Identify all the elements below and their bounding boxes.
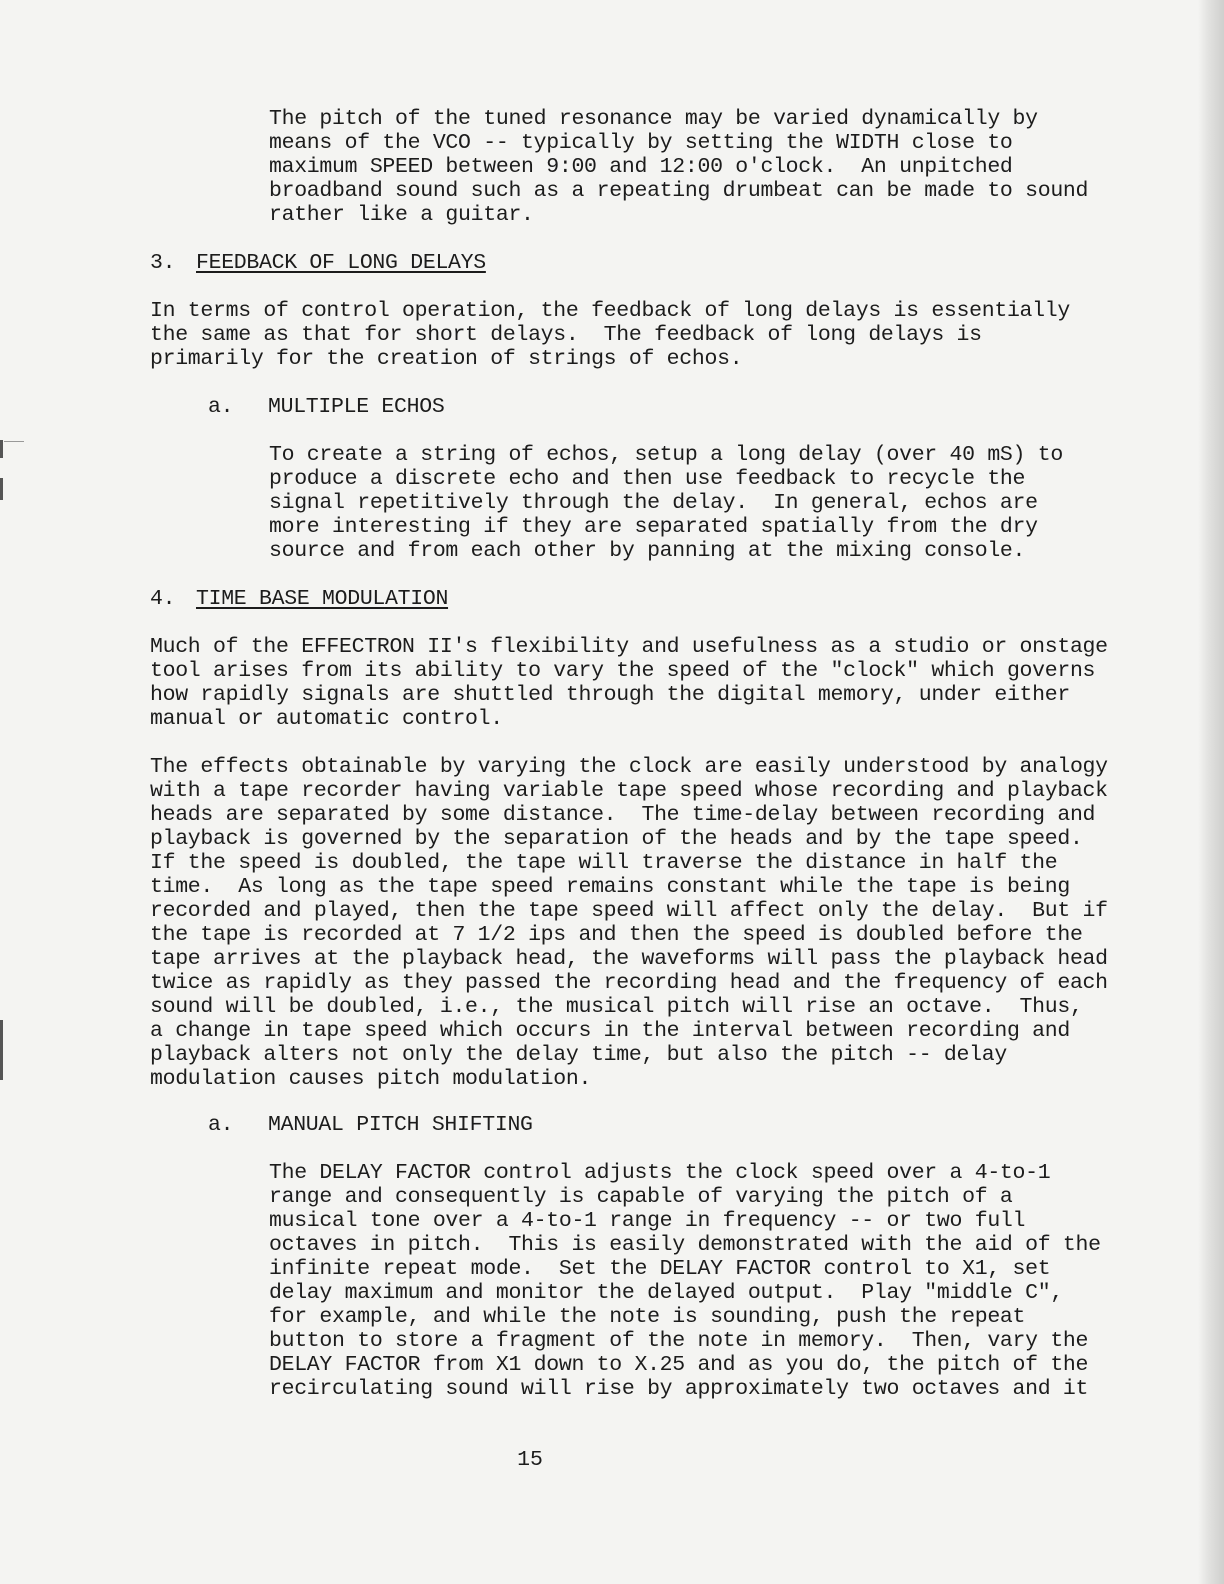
scan-artifact (4, 441, 24, 442)
scan-artifact (0, 478, 3, 500)
scan-artifact (0, 1020, 3, 1080)
section-title: TIME BASE MODULATION (196, 587, 449, 611)
manual-pitch-shifting-paragraph: The DELAY FACTOR control adjusts the clock speed over a 4-to-1 range and consequently is capable of varying the pitch of a musical tone over a 4-to-1 range in frequency -- or two full octaves in pitch. This is easily demonstrated with the aid of the infinite repeat mode. Set the DELAY FACTOR control to X1, set delay maximum and monitor the delayed output. Play "middle C", for example, and while the note is sounding, push the repeat button to store a fragment of the note in memory. Then, vary the DELAY FACTOR from X1 down to X.25 and as you do, the pitch of the recirculating sound will rise by approximately two octaves and it (269, 1161, 1101, 1401)
page-number: 15 (517, 1448, 543, 1472)
subsection-title: MANUAL PITCH SHIFTING (268, 1113, 533, 1137)
subsection-title: MULTIPLE ECHOS (268, 395, 445, 419)
scan-artifact (0, 440, 3, 458)
subsection-manual-pitch-shifting-heading (208, 1113, 708, 1137)
section-4-paragraph-2: The effects obtainable by varying the clock are easily understood by analogy with a tape recorder having variable tape speed whose recording and playback heads are separated by some distance. The time-delay between recording and playback is governed by the separation of the heads and by the tape speed. If the speed is doubled, the tape will traverse the distance in half the time. As long as the tape speed remains constant while the tape is being recorded and played, then the tape speed will affect only the delay. But if the tape is recorded at 7 1/2 ips and then the speed is doubled before the tape arrives at the playback head, the waveforms will pass the playback head twice as rapidly as they passed the recording head and the frequency of each sound will be doubled, i.e., the musical pitch will rise an octave. Thus, a change in tape speed which occurs in the interval between recording and playback alters not only the delay time, but also the pitch -- delay modulation causes pitch modulation. (150, 755, 1108, 1091)
subsection-multiple-echos-heading (208, 395, 708, 419)
section-3-paragraph: In terms of control operation, the feedback of long delays is essentially the same as that for short delays. The feedback of long delays is primarily for the creation of strings of echos. (150, 299, 1070, 371)
section-number: 4. (150, 587, 176, 611)
section-number: 3. (150, 251, 176, 275)
section-4-heading (150, 587, 650, 611)
intro-paragraph: The pitch of the tuned resonance may be varied dynamically by means of the VCO -- typically by setting the WIDTH close to maximum SPEED between 9:00 and 12:00 o'clock. An unpitched broadband sound such as a repeating drumbeat can be made to sound rather like a guitar. (269, 107, 1089, 227)
section-title: FEEDBACK OF LONG DELAYS (196, 251, 486, 275)
page-edge-shadow (1198, 0, 1224, 1584)
multiple-echos-paragraph: To create a string of echos, setup a long delay (over 40 mS) to produce a discrete echo and then use feedback to recycle the signal repetitively through the delay. In general, echos are more interesting if they are separated spatially from the dry source and from each other by panning at the mixing console. (269, 443, 1063, 563)
section-3-heading (150, 251, 650, 275)
subsection-label: a. (208, 1113, 234, 1137)
subsection-label: a. (208, 395, 234, 419)
section-4-paragraph-1: Much of the EFFECTRON II's flexibility and usefulness as a studio or onstage tool arises from its ability to vary the speed of the "clock" which governs how rapidly signals are shuttled through the digital memory, under either manual or automatic control. (150, 635, 1108, 731)
